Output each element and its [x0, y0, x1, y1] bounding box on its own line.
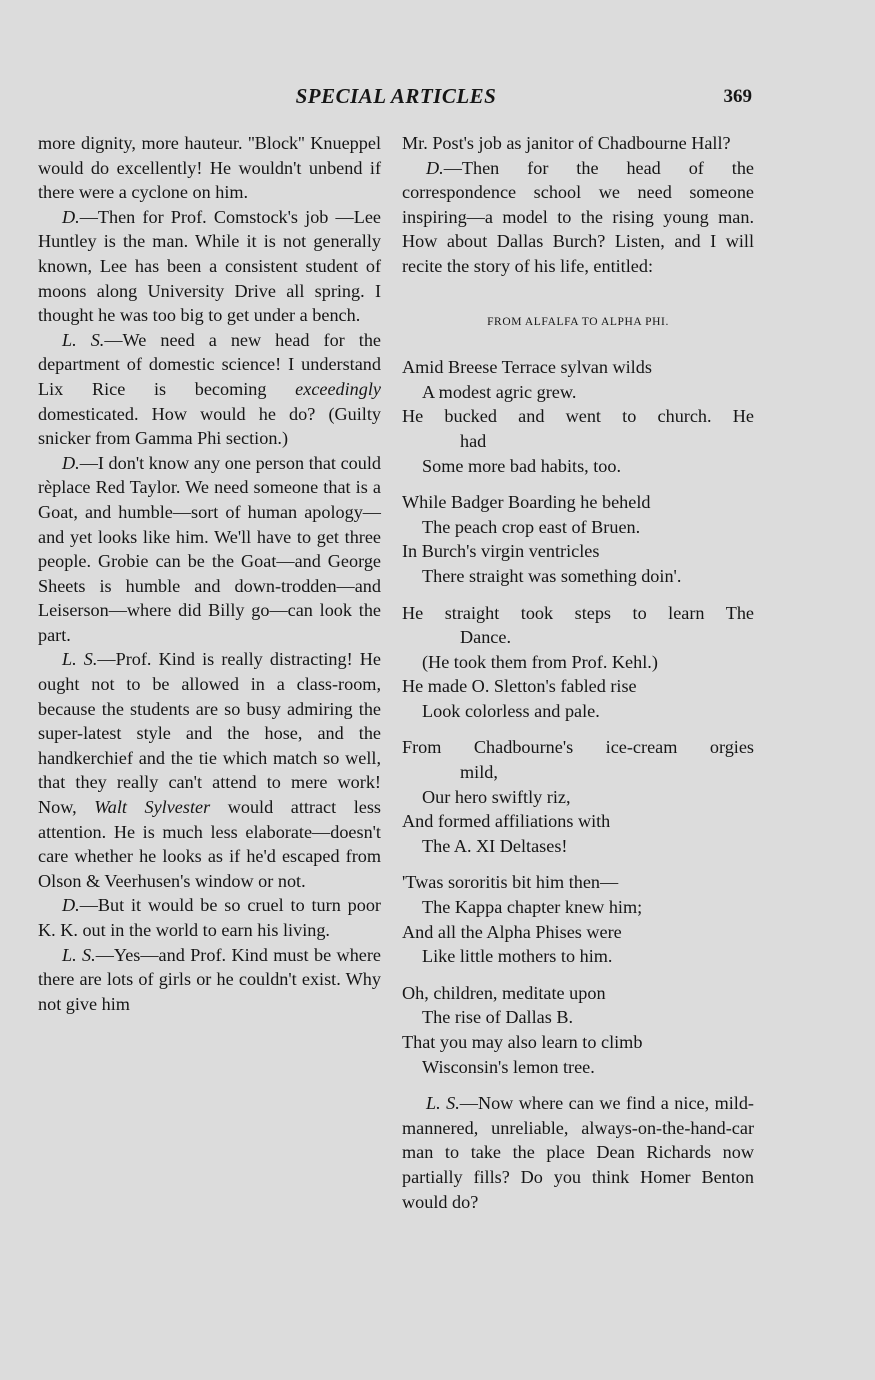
- poem-line: And all the Alpha Phises were: [402, 921, 622, 942]
- speaker-label: D.: [62, 452, 80, 473]
- poem-line: The A. XI Deltases!: [422, 835, 568, 856]
- poem-line: Dance.: [460, 627, 511, 648]
- poem-line: There straight was something doin'.: [422, 565, 682, 586]
- paragraph-text: —Yes—and Prof. Kind must be where there are lots of girls or he couldn't exist. Why not give him: [38, 944, 381, 1014]
- poem-line: had: [460, 430, 487, 451]
- poem-line: Like little mothers to him.: [422, 946, 613, 967]
- italic-text: Walt Sylvester: [94, 797, 211, 818]
- poem-line: While Badger Boarding he beheld: [402, 492, 651, 513]
- running-head: [40, 84, 752, 114]
- paragraph-text: domesticated. How would he do? (Guilty snicker from Gamma Phi section.): [38, 403, 381, 449]
- dialogue-paragraph: [402, 156, 754, 279]
- paragraph-text: —I don't know any one person that could rèplace Red Taylor. We need someone that is a Goat, and humble—sort of human apology—and yet looks like him. We'll have to get three people. Grobie can be the Goat—and George Sheets is humble and down-trodden—and Leiserson—where did Billy go—can look the part.: [38, 452, 381, 645]
- poem-line: Our hero swiftly riz,: [422, 786, 571, 807]
- dialogue-paragraph: [402, 1091, 754, 1214]
- poem-line: Wisconsin's lemon tree.: [422, 1056, 595, 1077]
- paragraph-text: —Then for Prof. Comstock's job —Lee Huntley is the man. While it is not generally known, Lee has been a consistent student of moons along University Drive all spring. I thought he was too big to get under a bench.: [38, 206, 381, 326]
- poem-line: That you may also learn to climb: [402, 1032, 643, 1052]
- poem-line: The Kappa chapter knew him;: [422, 897, 643, 918]
- paragraph-text: more dignity, more hauteur. ''Block'' Knueppel would do excellently! He wouldn't unbend if there were a cyclone on him.: [38, 133, 381, 203]
- poem-line: Amid Breese Terrace sylvan wilds: [402, 357, 652, 378]
- right-column: [402, 131, 754, 1214]
- poem-line: The rise of Dallas B.: [422, 1007, 574, 1028]
- speaker-label: L. S.: [62, 944, 96, 965]
- poem-line: Some more bad habits, too.: [422, 455, 622, 476]
- dialogue-paragraph: [38, 647, 381, 893]
- speaker-label: L. S.: [62, 649, 98, 670]
- poem-line: In Burch's virgin ventricles: [402, 541, 600, 562]
- poem-stanza: [402, 735, 754, 858]
- poem-line: 'Twas sororitis bit him then—: [402, 872, 619, 893]
- poem-title: FROM ALFALFA TO ALPHA PHI.: [487, 315, 669, 328]
- poem-stanza: [402, 981, 754, 1079]
- dialogue-paragraph: [38, 205, 381, 328]
- paragraph-text: —We need a new head for the department of domestic science! I understand Lix Rice is becoming: [38, 329, 381, 399]
- poem-line: A modest agric grew.: [422, 381, 577, 402]
- poem-line: Oh, children, meditate upon: [402, 982, 606, 1003]
- left-column: [38, 131, 381, 1016]
- paragraph-text: would attract less attention. He is much less elaborate—doesn't care whether he looks as if he'd escaped from Olson & Veerhusen's window or not.: [38, 797, 382, 891]
- dialogue-paragraph: [38, 943, 381, 1017]
- running-title: SPECIAL ARTICLES: [295, 84, 497, 108]
- dialogue-paragraph: [38, 328, 381, 451]
- dialogue-paragraph: [38, 451, 381, 648]
- paragraph-text: —But it would be so cruel to turn poor K. K. out in the world to earn his living.: [38, 895, 381, 940]
- poem-line: Look colorless and pale.: [422, 700, 600, 721]
- poem-line: He made O. Sletton's fabled rise: [402, 676, 637, 697]
- italic-text: exceedingly: [295, 378, 381, 399]
- paragraph-text: —Prof. Kind is really distracting! He ought not to be allowed in a class-room, because the students are so busy admiring the super-latest style and the hose, and the handkerchief and the tie which match so well, that they really can't attend to mere work! Now,: [38, 649, 381, 818]
- speaker-label: L. S.: [426, 1093, 460, 1114]
- speaker-label: L. S.: [62, 329, 105, 350]
- poem-stanza: [402, 355, 754, 478]
- poem-line: (He took them from Prof. Kehl.): [422, 651, 658, 672]
- poem-line: mild,: [460, 762, 498, 783]
- paragraph-text: Mr. Post's job as janitor of Chadbourne Hall?: [402, 133, 731, 153]
- page-number: 369: [723, 86, 752, 107]
- dialogue-paragraph: [38, 893, 381, 942]
- speaker-label: D.: [62, 206, 80, 227]
- poem-stanza: [402, 490, 754, 588]
- paragraph-text: —Then for the head of the correspondence school we need someone inspiring—a model to the rising young man. How about Dallas Burch? Listen, and I will recite the story of his life, entitled:: [402, 157, 754, 276]
- paragraph: [38, 131, 381, 205]
- poem-stanza: [402, 870, 754, 968]
- poem-line: And formed affiliations with: [402, 811, 611, 832]
- poem-line: He bucked and went to church. He: [402, 406, 754, 427]
- speaker-label: D.: [62, 895, 80, 916]
- poem-stanza: [402, 601, 754, 724]
- poem-line: From Chadbourne's ice-cream orgies: [402, 737, 754, 758]
- paragraph-text: —Now where can we find a nice, mild-mannered, unreliable, always-on-the-hand-car man to take the place Dean Richards now partially fills? Do you think Homer Benton would do?: [402, 1093, 754, 1212]
- paragraph: [402, 131, 754, 156]
- poem-line: The peach crop east of Bruen.: [422, 516, 641, 537]
- speaker-label: D.: [426, 157, 444, 178]
- poem-line: He straight took steps to learn The: [402, 602, 754, 623]
